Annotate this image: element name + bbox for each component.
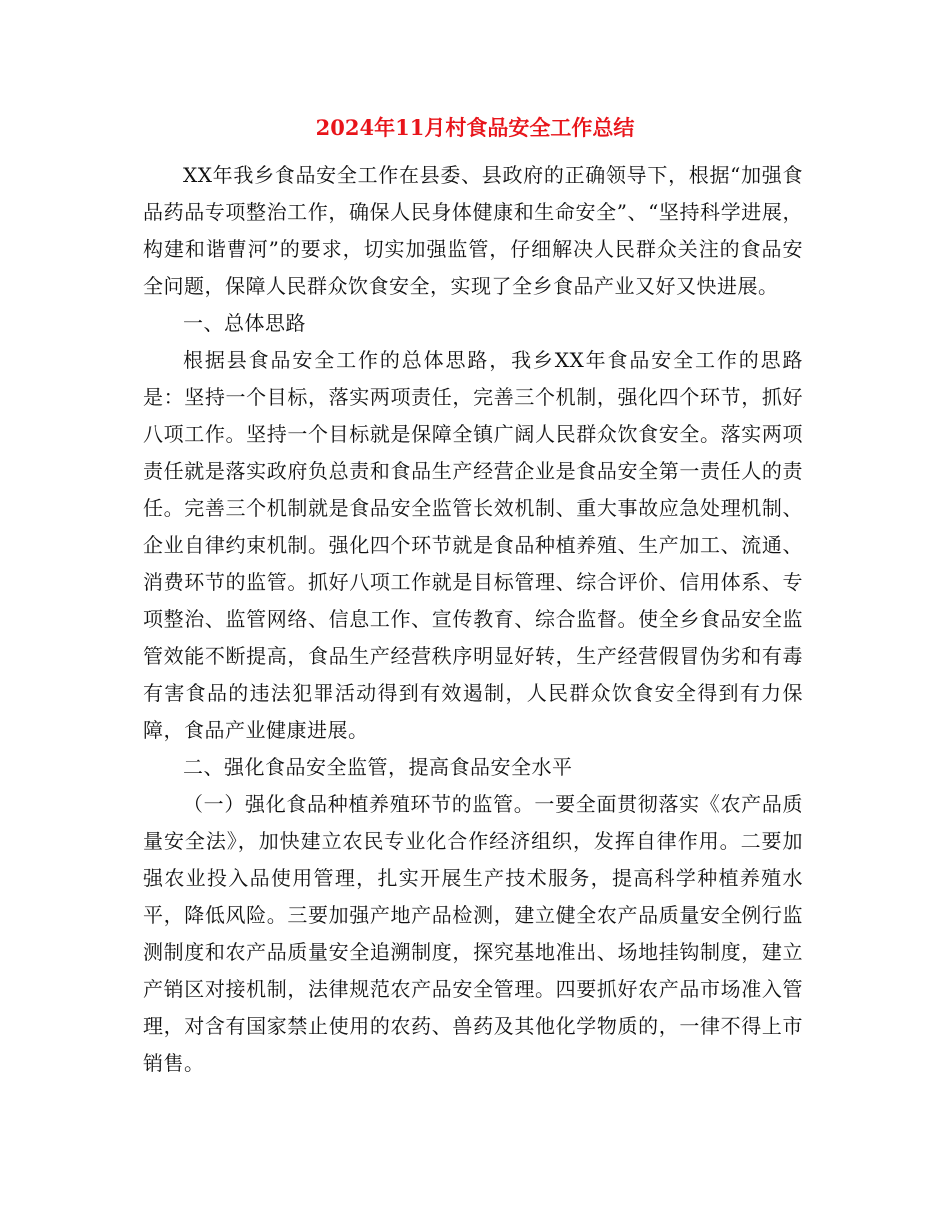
section-heading-supervision: 二、强化食品安全监管，提高食品安全水平 — [183, 755, 573, 779]
section-heading-overall-approach: 一、总体思路 — [183, 311, 306, 335]
planting-breeding-paragraph: （一）强化食品种植养殖环节的监管。一要全面贯彻落实《农产品质量安全法》，加快建立农民专业化合作经济组织，发挥自律作用。二要加强农业投入品使用管理，扎实开展生产技术服务，提高科学种植养殖水平，降低风险。三要加强产地产品检测，建立健全农产品质量安全例行监测制度和农产品质量安全追溯制度，探究基地准出、场地挂钩制度，建立产销区对接机制，法律规范农产品安全管理。四要抓好农产品市场准入管理，对含有国家禁止使用的农药、兽药及其他化学物质的，一律不得上市销售。 — [143, 792, 803, 1075]
document-body — [143, 157, 803, 1082]
overall-approach-paragraph: 根据县食品安全工作的总体思路，我乡XX年食品安全工作的思路是：坚持一个目标，落实两项责任，完善三个机制，强化四个环节，抓好八项工作。坚持一个目标就是保障全镇广阔人民群众饮食安全。落实两项责任就是落实政府负总责和食品生产经营企业是食品安全第一责任人的责任。完善三个机制就是食品安全监管长效机制、重大事故应急处理机制、企业自律约束机制。强化四个环节就是食品种植养殖、生产加工、流通、消费环节的监管。抓好八项工作就是目标管理、综合评价、信用体系、专项整治、监管网络、信息工作、宣传教育、综合监督。使全乡食品安全监管效能不断提高，食品生产经营秩序明显好转，生产经营假冒伪劣和有毒有害食品的违法犯罪活动得到有效遏制，人民群众饮食安全得到有力保障，食品产业健康进展。 — [143, 348, 803, 742]
intro-paragraph: XX年我乡食品安全工作在县委、县政府的正确领导下，根据“加强食品药品专项整治工作，确保人民身体健康和生命安全”、“坚持科学进展，构建和谐曹河”的要求，切实加强监管，仔细解决人民群众关注的食品安全问题，保障人民群众饮食安全，实现了全乡食品产业又好又快进展。 — [143, 163, 803, 298]
document-title: 2024年11月村食品安全工作总结 — [315, 115, 635, 140]
